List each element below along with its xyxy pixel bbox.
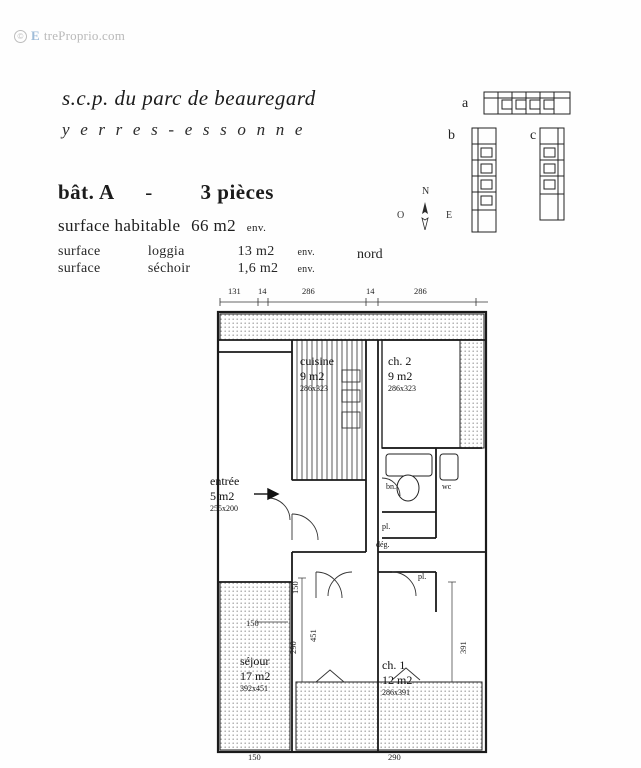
watermark-brand-initial: E <box>31 28 40 43</box>
watermark-brand-text: treProprio.com <box>43 28 126 43</box>
room-name-cuisine: cuisine <box>300 354 334 368</box>
dim-bottom-2: 290 <box>388 752 401 762</box>
dim-side-391: 391 <box>458 641 468 654</box>
room-name-ch2: ch. 2 <box>388 354 412 368</box>
room-name-entree: entrée <box>210 474 240 488</box>
building-label: bât. A <box>58 180 114 204</box>
room-dims-ch2: 286x323 <box>388 384 416 393</box>
rooms-count-label: 3 pièces <box>200 180 274 204</box>
key-plan-label-c: c <box>530 128 537 143</box>
room-label-entree <box>210 474 239 513</box>
compass-rose <box>396 186 456 248</box>
room-area-ch1: 12 m2 <box>382 673 413 687</box>
key-plan-label-b: b <box>448 128 455 143</box>
label-wc: wc <box>442 482 452 491</box>
compass-north-label: N <box>422 186 430 197</box>
room-dims-sejour: 392x451 <box>240 684 268 693</box>
compass-east-label: E <box>446 210 453 221</box>
room-label-ch1 <box>382 658 412 697</box>
room-area-entree: 5 m2 <box>210 489 235 503</box>
habitable-surface-value: 66 m2 <box>191 216 237 235</box>
room-name-ch1: ch. 1 <box>382 658 406 672</box>
city-subtitle: y e r r e s - e s s o n n e <box>62 120 306 139</box>
compass-needle-icon <box>418 202 432 230</box>
room-area-ch2: 9 m2 <box>388 369 413 383</box>
dim-side-150b: 150 <box>290 581 300 594</box>
key-plan-diagram <box>462 84 637 244</box>
label-degagement: dég. <box>376 540 390 549</box>
dim-top-2: 14 <box>258 286 267 296</box>
room-area-sejour: 17 m2 <box>240 669 271 683</box>
habitable-surface-env: env. <box>246 222 267 234</box>
dim-side-150: 150 <box>246 618 259 628</box>
sechoir-surface-value: 1,6 m2 <box>237 261 279 276</box>
sechoir-surface-row <box>58 261 315 277</box>
compass-caption: nord <box>357 247 383 262</box>
watermark <box>14 28 125 44</box>
key-plan-label-a: a <box>462 96 469 111</box>
dim-side-290: 290 <box>288 641 298 654</box>
dim-top-3: 286 <box>302 286 315 296</box>
loggia-surface-label: surface <box>58 244 101 259</box>
separator-dash: - <box>145 180 153 204</box>
label-placard-2: pl. <box>418 572 427 581</box>
room-dims-ch1: 286x391 <box>382 688 410 697</box>
building-row <box>58 180 274 205</box>
label-bain: bn. <box>386 482 396 491</box>
apartment-floor-plan <box>196 282 496 762</box>
habitable-surface-label: surface habitable <box>58 216 181 235</box>
room-name-sejour: séjour <box>240 654 270 668</box>
habitable-surface-row <box>58 216 266 236</box>
dim-top-1: 131 <box>228 286 241 296</box>
room-dims-entree: 255x200 <box>210 504 238 513</box>
dim-top-5: 286 <box>414 286 427 296</box>
loggia-surface-row <box>58 244 315 260</box>
copyright-icon: © <box>14 30 27 43</box>
compass-west-label: O <box>397 210 405 221</box>
room-label-sejour <box>240 654 270 693</box>
sechoir-surface-env: env. <box>297 264 315 275</box>
label-placard-1: pl. <box>382 522 391 531</box>
sechoir-surface-label: surface <box>58 261 101 276</box>
room-area-cuisine: 9 m2 <box>300 369 325 383</box>
loggia-surface-value: 13 m2 <box>237 244 275 259</box>
company-title: s.c.p. du parc de beauregard <box>62 86 316 110</box>
loggia-surface-env: env. <box>297 247 315 258</box>
dim-bottom-1: 150 <box>248 752 261 762</box>
sechoir-surface-label2: séchoir <box>147 261 191 276</box>
key-plan-group <box>448 84 637 244</box>
dim-side-451: 451 <box>308 629 318 642</box>
room-dims-cuisine: 286x323 <box>300 384 328 393</box>
room-label-ch2 <box>388 354 416 393</box>
dim-top-4: 14 <box>366 286 375 296</box>
loggia-surface-label2: loggia <box>147 244 185 259</box>
room-label-cuisine <box>300 354 334 393</box>
